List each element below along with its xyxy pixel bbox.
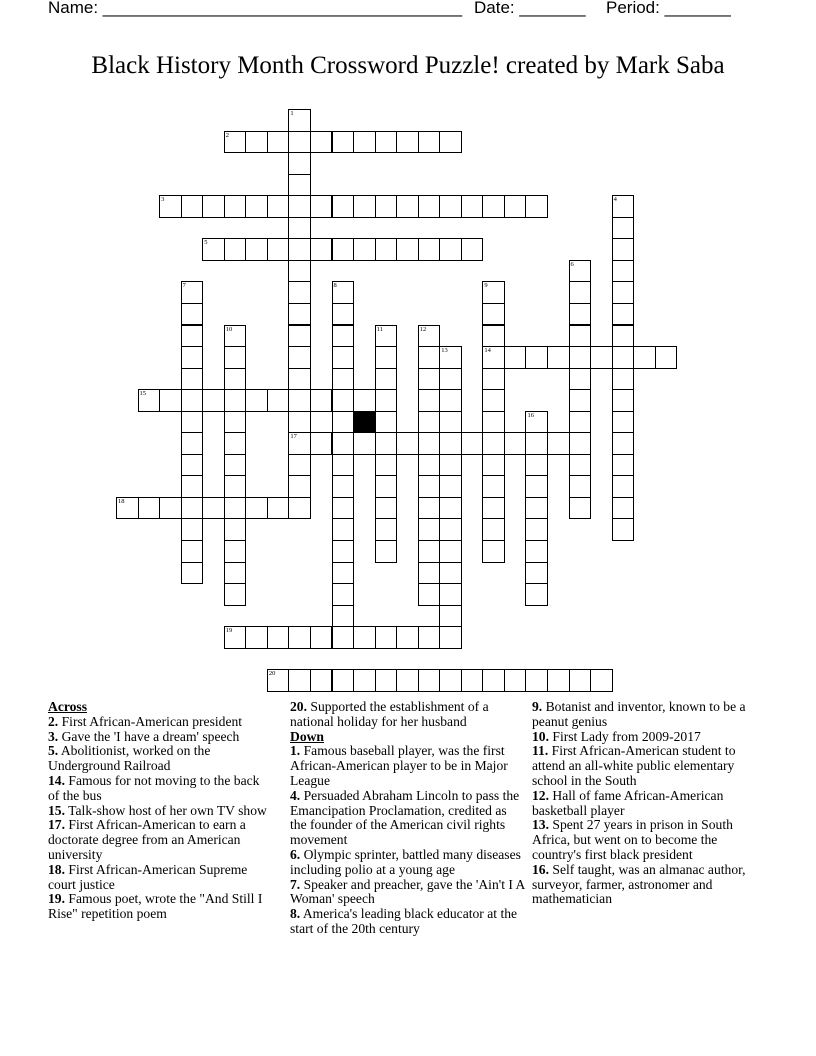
clue-down-9: 9. Botanist and inventor, known to be a peanut genius <box>532 699 746 729</box>
crossword-cell[interactable] <box>418 368 441 391</box>
crossword-cell[interactable] <box>439 411 462 434</box>
date-field-label: Date: _______ <box>474 0 586 17</box>
crossword-cell[interactable] <box>482 368 505 391</box>
crossword-cell[interactable] <box>418 432 441 455</box>
crossword-cell[interactable] <box>353 389 376 412</box>
crossword-cell[interactable] <box>332 583 355 606</box>
crossword-cell[interactable] <box>310 626 333 649</box>
crossword-cell[interactable] <box>569 454 592 477</box>
crossword-cell[interactable] <box>375 238 398 261</box>
crossword-cell[interactable] <box>461 432 484 455</box>
crossword-cell[interactable] <box>224 195 247 218</box>
crossword-cell[interactable] <box>267 131 290 154</box>
crossword-cell[interactable] <box>181 411 204 434</box>
down-heading: Down <box>290 728 324 744</box>
crossword-cell[interactable] <box>612 518 635 541</box>
crossword-cell[interactable] <box>439 131 462 154</box>
crossword-cell[interactable] <box>245 497 268 520</box>
crossword-cell[interactable] <box>525 540 548 563</box>
clue-number: 19 <box>225 627 233 635</box>
crossword-cell[interactable] <box>353 432 376 455</box>
crossword-cell[interactable] <box>353 195 376 218</box>
clue-column-3 <box>532 700 762 907</box>
crossword-cell[interactable] <box>159 389 182 412</box>
crossword-cell[interactable] <box>525 475 548 498</box>
crossword-cell[interactable] <box>202 389 225 412</box>
clue-number: 2 <box>225 131 229 139</box>
crossword-cell[interactable] <box>332 497 355 520</box>
clue-number: 16 <box>527 411 534 419</box>
crossword-cell[interactable] <box>396 238 419 261</box>
crossword-cell[interactable] <box>224 583 247 606</box>
crossword-cell[interactable] <box>224 475 247 498</box>
crossword-cell[interactable] <box>525 432 548 455</box>
clue-across-17: 17. First African-American to earn a doctorate degree from an American university <box>48 817 246 862</box>
clue-down-8: 8. America's leading black educator at the start of the 20th century <box>290 906 518 936</box>
crossword-cell[interactable] <box>288 238 311 261</box>
crossword-cell[interactable] <box>569 346 592 369</box>
crossword-cell[interactable] <box>439 562 462 585</box>
crossword-cell[interactable] <box>439 583 462 606</box>
crossword-cell[interactable] <box>375 518 398 541</box>
crossword-cell[interactable] <box>439 540 462 563</box>
crossword-cell[interactable] <box>288 281 311 304</box>
crossword-cell[interactable] <box>418 583 441 606</box>
crossword-cell[interactable] <box>418 454 441 477</box>
clue-number: 5 <box>204 239 208 247</box>
crossword-cell[interactable] <box>504 432 527 455</box>
crossword-cell[interactable] <box>181 346 204 369</box>
crossword-cell[interactable] <box>375 368 398 391</box>
crossword-cell[interactable] <box>375 454 398 477</box>
crossword-cell[interactable] <box>612 411 635 434</box>
crossword-cell[interactable] <box>353 131 376 154</box>
clue-down-13: 13. Spent 27 years in prison in South Africa, but went on to become the country's first black president <box>532 817 733 862</box>
crossword-cell[interactable] <box>612 281 635 304</box>
crossword-cell[interactable] <box>159 195 182 218</box>
crossword-cell[interactable] <box>569 497 592 520</box>
crossword-cell[interactable] <box>332 454 355 477</box>
crossword-cell[interactable] <box>569 368 592 391</box>
clue-number: 9 <box>484 282 488 290</box>
crossword-cell[interactable] <box>267 669 290 692</box>
crossword-cell[interactable] <box>547 346 570 369</box>
across-heading: Across <box>48 699 88 714</box>
crossword-cell[interactable] <box>482 195 505 218</box>
crossword-cell[interactable] <box>439 389 462 412</box>
crossword-cell[interactable] <box>310 195 333 218</box>
clue-down-6: 6. Olympic sprinter, battled many diseases including polio at a young age <box>290 846 521 877</box>
crossword-cell[interactable] <box>569 389 592 412</box>
crossword-cell[interactable] <box>612 260 635 283</box>
crossword-cell[interactable] <box>288 626 311 649</box>
crossword-cell[interactable] <box>288 497 311 520</box>
crossword-cell[interactable] <box>612 389 635 412</box>
crossword-cell[interactable] <box>181 303 204 326</box>
crossword-cell[interactable] <box>375 475 398 498</box>
crossword-cell[interactable] <box>181 497 204 520</box>
crossword-cell[interactable] <box>181 454 204 477</box>
crossword-cell[interactable] <box>375 346 398 369</box>
crossword-cell[interactable] <box>482 346 505 369</box>
clue-down-11: 11. First African-American student to attend an all-white public elementary school in the South <box>532 743 736 788</box>
crossword-cell[interactable] <box>332 540 355 563</box>
clue-down-16: 16. Self taught, was an almanac author, surveyor, farmer, astronomer and mathematician <box>532 861 746 907</box>
crossword-cell[interactable] <box>612 346 635 369</box>
crossword-cell[interactable] <box>245 238 268 261</box>
crossword-cell[interactable] <box>267 389 290 412</box>
crossword-cell[interactable] <box>288 411 311 434</box>
crossword-cell[interactable] <box>482 540 505 563</box>
crossword-cell[interactable] <box>482 669 505 692</box>
crossword-cell[interactable] <box>612 475 635 498</box>
crossword-cell[interactable] <box>482 281 505 304</box>
crossword-cell[interactable] <box>202 195 225 218</box>
crossword-cell[interactable] <box>590 669 613 692</box>
crossword-cell[interactable] <box>569 475 592 498</box>
clue-number: 17 <box>290 433 297 441</box>
crossword-cell[interactable] <box>633 346 656 369</box>
crossword-cell[interactable] <box>224 562 247 585</box>
crossword-cell[interactable] <box>482 411 505 434</box>
crossword-cell[interactable] <box>482 389 505 412</box>
crossword-cell[interactable] <box>224 626 247 649</box>
crossword-cell[interactable] <box>396 195 419 218</box>
crossword-cell[interactable] <box>375 131 398 154</box>
crossword-cell[interactable] <box>245 626 268 649</box>
crossword-cell[interactable] <box>332 303 355 326</box>
crossword-black-cell <box>353 411 376 434</box>
crossword-cell[interactable] <box>439 497 462 520</box>
crossword-cell[interactable] <box>332 626 355 649</box>
clue-number: 20 <box>268 670 276 678</box>
crossword-cell[interactable] <box>224 454 247 477</box>
crossword-cell[interactable] <box>310 389 333 412</box>
crossword-cell[interactable] <box>547 669 570 692</box>
crossword-cell[interactable] <box>332 605 355 628</box>
crossword-cell[interactable] <box>245 389 268 412</box>
crossword-cell[interactable] <box>332 411 355 434</box>
crossword-cell[interactable] <box>288 195 311 218</box>
crossword-cell[interactable] <box>439 368 462 391</box>
crossword-cell[interactable] <box>116 497 139 520</box>
crossword-cell[interactable] <box>418 540 441 563</box>
crossword-cell[interactable] <box>288 152 311 175</box>
crossword-cell[interactable] <box>418 497 441 520</box>
crossword-cell[interactable] <box>224 497 247 520</box>
crossword-cell[interactable] <box>525 454 548 477</box>
crossword-cell[interactable] <box>612 432 635 455</box>
crossword-cell[interactable] <box>138 497 161 520</box>
crossword-cell[interactable] <box>181 432 204 455</box>
crossword-cell[interactable] <box>396 432 419 455</box>
crossword-cell[interactable] <box>288 475 311 498</box>
crossword-cell[interactable] <box>224 238 247 261</box>
crossword-cell[interactable] <box>224 389 247 412</box>
crossword-cell[interactable] <box>332 368 355 391</box>
crossword-cell[interactable] <box>181 540 204 563</box>
crossword-cell[interactable] <box>482 432 505 455</box>
crossword-cell[interactable] <box>504 346 527 369</box>
crossword-cell[interactable] <box>612 368 635 391</box>
crossword-cell[interactable] <box>375 626 398 649</box>
crossword-cell[interactable] <box>569 669 592 692</box>
crossword-cell[interactable] <box>375 432 398 455</box>
crossword-cell[interactable] <box>202 497 225 520</box>
crossword-cell[interactable] <box>332 518 355 541</box>
crossword-cell[interactable] <box>224 325 247 348</box>
crossword-cell[interactable] <box>138 389 161 412</box>
crossword-cell[interactable] <box>504 195 527 218</box>
crossword-cell[interactable] <box>569 260 592 283</box>
clue-down-12: 12. Hall of fame African-American basketball player <box>532 787 724 818</box>
crossword-cell[interactable] <box>482 325 505 348</box>
crossword-cell[interactable] <box>439 626 462 649</box>
crossword-cell[interactable] <box>418 389 441 412</box>
crossword-cell[interactable] <box>288 131 311 154</box>
crossword-cell[interactable] <box>612 325 635 348</box>
crossword-cell[interactable] <box>612 195 635 218</box>
crossword-cell[interactable] <box>525 497 548 520</box>
crossword-cell[interactable] <box>418 562 441 585</box>
crossword-cell[interactable] <box>267 195 290 218</box>
clue-down-7: 7. Speaker and preacher, gave the 'Ain't I A Woman' speech <box>290 876 525 907</box>
crossword-cell[interactable] <box>224 432 247 455</box>
crossword-cell[interactable] <box>181 325 204 348</box>
crossword-cell[interactable] <box>525 669 548 692</box>
crossword-cell[interactable] <box>418 238 441 261</box>
clue-number: 12 <box>419 325 427 333</box>
crossword-cell[interactable] <box>288 260 311 283</box>
crossword-cell[interactable] <box>590 346 613 369</box>
crossword-cell[interactable] <box>202 238 225 261</box>
crossword-cell[interactable] <box>288 368 311 391</box>
crossword-cell[interactable] <box>439 669 462 692</box>
clue-number: 14 <box>484 347 491 355</box>
period-field-label: Period: _______ <box>606 0 731 17</box>
crossword-cell[interactable] <box>310 131 333 154</box>
clue-across-14: 14. Famous for not moving to the back of the bus <box>48 772 260 803</box>
clue-column-1 <box>48 700 273 922</box>
crossword-cell[interactable] <box>288 454 311 477</box>
crossword-cell[interactable] <box>245 195 268 218</box>
crossword-cell[interactable] <box>525 518 548 541</box>
crossword-cell[interactable] <box>224 368 247 391</box>
crossword-cell[interactable] <box>525 195 548 218</box>
crossword-cell[interactable] <box>181 281 204 304</box>
crossword-cell[interactable] <box>288 174 311 197</box>
crossword-cell[interactable] <box>332 238 355 261</box>
crossword-cell[interactable] <box>569 432 592 455</box>
crossword-cell[interactable] <box>310 238 333 261</box>
clue-across-19: 19. Famous poet, wrote the "And Still I Rise" repetition poem <box>48 891 263 922</box>
crossword-cell[interactable] <box>439 195 462 218</box>
crossword-cell[interactable] <box>418 626 441 649</box>
crossword-cell[interactable] <box>267 626 290 649</box>
clue-across-20: 20. Supported the establishment of a national holiday for her husband <box>290 699 489 729</box>
crossword-cell[interactable] <box>332 669 355 692</box>
name-field-label: Name: ______________________________________ <box>48 0 463 17</box>
crossword-cell[interactable] <box>439 238 462 261</box>
crossword-cell[interactable] <box>418 518 441 541</box>
clue-across-2: 2. First African-American president <box>48 713 243 729</box>
crossword-cell[interactable] <box>332 195 355 218</box>
crossword-cell[interactable] <box>439 475 462 498</box>
crossword-cell[interactable] <box>612 238 635 261</box>
crossword-cell[interactable] <box>353 238 376 261</box>
crossword-cell[interactable] <box>418 475 441 498</box>
crossword-cell[interactable] <box>375 195 398 218</box>
crossword-cell[interactable] <box>375 325 398 348</box>
crossword-cell[interactable] <box>569 325 592 348</box>
crossword-cell[interactable] <box>461 195 484 218</box>
crossword-cell[interactable] <box>525 411 548 434</box>
crossword-cell[interactable] <box>353 669 376 692</box>
crossword-cell[interactable] <box>288 389 311 412</box>
crossword-cell[interactable] <box>288 346 311 369</box>
clue-across-3: 3. Gave the 'I have a dream' speech <box>48 728 240 744</box>
crossword-cell[interactable] <box>482 518 505 541</box>
crossword-cell[interactable] <box>375 497 398 520</box>
crossword-cell[interactable] <box>612 497 635 520</box>
crossword-cell[interactable] <box>332 325 355 348</box>
crossword-cell[interactable] <box>396 626 419 649</box>
clue-down-1: 1. Famous baseball player, was the first African-American player to be in Major League <box>290 743 508 788</box>
crossword-cell[interactable] <box>482 303 505 326</box>
crossword-cell[interactable] <box>525 346 548 369</box>
crossword-cell[interactable] <box>224 540 247 563</box>
clue-down-4: 4. Persuaded Abraham Lincoln to pass the Emancipation Proclamation, credited as the founder of the American civil rights movement <box>290 787 520 848</box>
crossword-cell[interactable] <box>525 562 548 585</box>
crossword-cell[interactable] <box>181 368 204 391</box>
crossword-cell[interactable] <box>396 669 419 692</box>
crossword-cell[interactable] <box>482 497 505 520</box>
clue-number: 3 <box>161 196 165 204</box>
crossword-cell[interactable] <box>482 454 505 477</box>
clue-number: 18 <box>118 497 125 505</box>
crossword-cell[interactable] <box>439 605 462 628</box>
crossword-cell[interactable] <box>159 497 182 520</box>
crossword-cell[interactable] <box>655 346 678 369</box>
crossword-cell[interactable] <box>504 669 527 692</box>
crossword-cell[interactable] <box>288 325 311 348</box>
crossword-cell[interactable] <box>569 281 592 304</box>
crossword-cell[interactable] <box>224 518 247 541</box>
crossword-cell[interactable] <box>224 131 247 154</box>
crossword-cell[interactable] <box>375 411 398 434</box>
crossword-cell[interactable] <box>332 562 355 585</box>
crossword-cell[interactable] <box>418 195 441 218</box>
crossword-cell[interactable] <box>332 346 355 369</box>
crossword-cell[interactable] <box>332 475 355 498</box>
crossword-cell[interactable] <box>418 669 441 692</box>
crossword-cell[interactable] <box>482 475 505 498</box>
crossword-cell[interactable] <box>375 669 398 692</box>
crossword-cell[interactable] <box>181 475 204 498</box>
crossword-cell[interactable] <box>569 303 592 326</box>
crossword-cell[interactable] <box>439 454 462 477</box>
clue-across-5: 5. Abolitionist, worked on the Underground Railroad <box>48 743 211 774</box>
clue-across-15: 15. Talk-show host of her own TV show <box>48 802 267 818</box>
crossword-cell[interactable] <box>267 238 290 261</box>
crossword-cell[interactable] <box>332 389 355 412</box>
crossword-cell[interactable] <box>461 669 484 692</box>
crossword-cell[interactable] <box>288 303 311 326</box>
crossword-cell[interactable] <box>439 346 462 369</box>
crossword-cell[interactable] <box>288 217 311 240</box>
crossword-cell[interactable] <box>310 432 333 455</box>
crossword-cell[interactable] <box>418 325 441 348</box>
clue-number: 8 <box>333 282 337 290</box>
crossword-cell[interactable] <box>612 303 635 326</box>
crossword-cell[interactable] <box>181 518 204 541</box>
crossword-cell[interactable] <box>375 389 398 412</box>
crossword-cell[interactable] <box>181 195 204 218</box>
crossword-cell[interactable] <box>245 131 268 154</box>
crossword-cell[interactable] <box>181 562 204 585</box>
crossword-cell[interactable] <box>569 411 592 434</box>
clue-number: 13 <box>441 347 448 355</box>
crossword-cell[interactable] <box>332 131 355 154</box>
clue-number: 4 <box>613 196 617 204</box>
crossword-cell[interactable] <box>461 238 484 261</box>
crossword-cell[interactable] <box>418 411 441 434</box>
crossword-cell[interactable] <box>612 217 635 240</box>
crossword-cell[interactable] <box>439 518 462 541</box>
crossword-cell[interactable] <box>525 583 548 606</box>
crossword-cell[interactable] <box>224 346 247 369</box>
puzzle-title: Black History Month Crossword Puzzle! created by Mark Saba <box>91 52 725 79</box>
clue-number: 10 <box>225 325 233 333</box>
crossword-cell[interactable] <box>353 626 376 649</box>
crossword-cell[interactable] <box>547 432 570 455</box>
crossword-cell[interactable] <box>375 540 398 563</box>
crossword-cell[interactable] <box>267 497 290 520</box>
clue-number: 11 <box>376 325 383 333</box>
clue-column-2 <box>290 700 526 937</box>
clue-down-10: 10. First Lady from 2009-2017 <box>532 728 701 744</box>
crossword-cell[interactable] <box>288 109 311 132</box>
crossword-cell[interactable] <box>332 432 355 455</box>
clue-number: 6 <box>570 260 574 268</box>
crossword-cell[interactable] <box>181 389 204 412</box>
crossword-cell[interactable] <box>439 432 462 455</box>
clue-across-18: 18. First African-American Supreme court justice <box>48 861 248 892</box>
clue-number: 15 <box>139 390 147 398</box>
crossword-cell[interactable] <box>332 281 355 304</box>
crossword-cell[interactable] <box>288 432 311 455</box>
crossword-cell[interactable] <box>288 669 311 692</box>
crossword-cell[interactable] <box>224 411 247 434</box>
crossword-cell[interactable] <box>418 346 441 369</box>
clue-number: 1 <box>290 110 294 117</box>
crossword-cell[interactable] <box>612 454 635 477</box>
crossword-cell[interactable] <box>310 669 333 692</box>
clue-number: 7 <box>182 282 186 290</box>
crossword-cell[interactable] <box>396 131 419 154</box>
crossword-cell[interactable] <box>418 131 441 154</box>
